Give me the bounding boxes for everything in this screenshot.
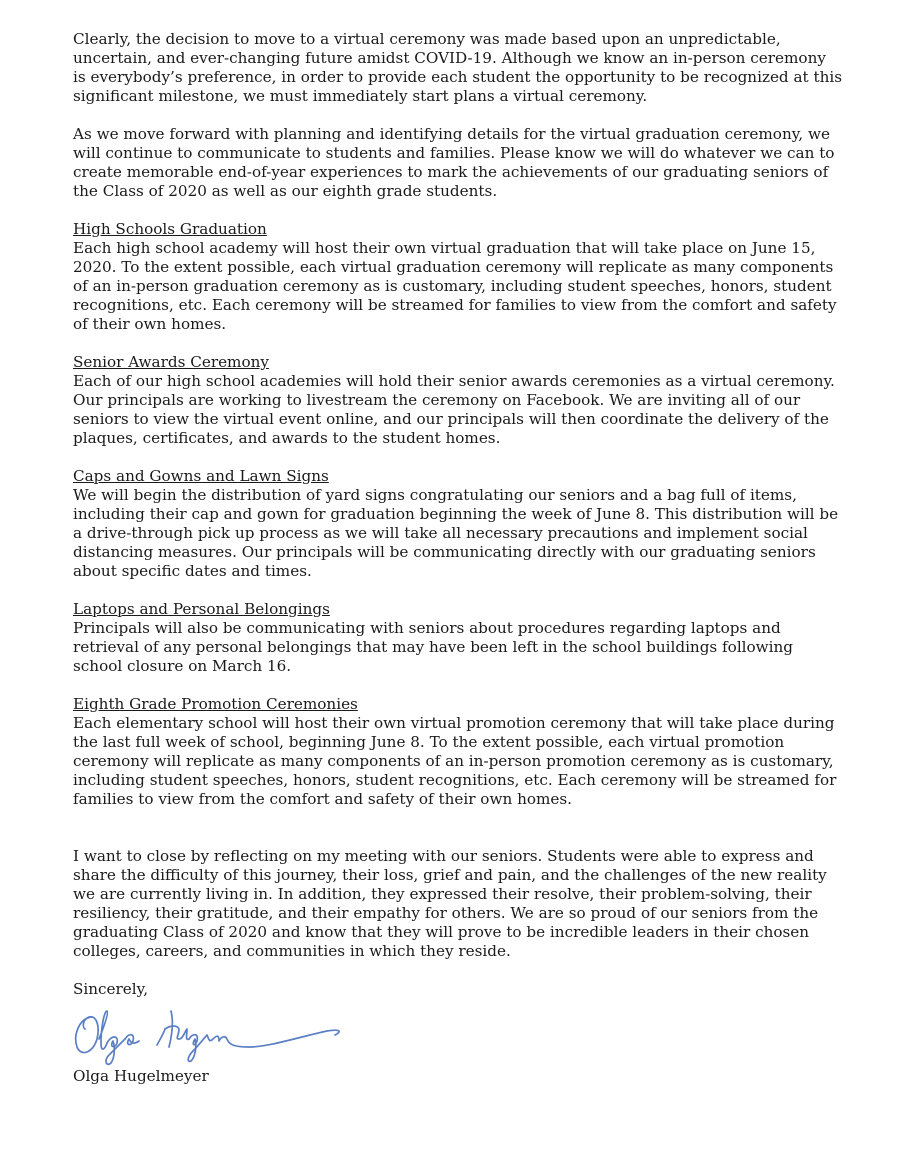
signature-icon — [69, 999, 349, 1067]
section-body: Each of our high school academies will hold their senior awards ceremonies as a virtual ceremony. Our principals are working to livestream the ceremony on Facebook. We are inviting all of our seniors to view the virtual event online, and our principals will then coordinate the delivery of the plaques, certificates, and awards to the student homes. — [73, 372, 835, 447]
section-body: Principals will also be communicating with seniors about procedures regarding laptops and retrieval of any personal belongings that may have been left in the school buildings following school closure on March 16. — [73, 619, 794, 675]
section-high-schools-graduation — [73, 220, 843, 334]
section-title: Senior Awards Ceremony — [73, 353, 269, 371]
letter-page — [73, 30, 843, 1086]
section-laptops-belongings — [73, 600, 843, 676]
intro-paragraph-2: As we move forward with planning and identifying details for the virtual graduation ceremony, we will continue to communicate to students and families. Please know we will do whatever we can to create memorable end-of-year experiences to mark the achievements of our graduating seniors of the Class of 2020 as well as our eighth grade students. — [73, 125, 835, 200]
section-eighth-grade-promotion — [73, 695, 843, 809]
section-body: We will begin the distribution of yard signs congratulating our seniors and a bag full of items, including their cap and gown for graduation beginning the week of June 8. This distribution will be a drive-through pick up process as we will take all necessary precautions and implement social distancing measures. Our principals will be communicating directly with our graduating seniors about specific dates and times. — [73, 486, 839, 580]
section-caps-gowns-lawn-signs — [73, 467, 843, 581]
section-title: Laptops and Personal Belongings — [73, 600, 330, 618]
intro-paragraph-1: Clearly, the decision to move to a virtual ceremony was made based upon an unpredictable, uncertain, and ever-changing future amidst COVID-19. Although we know an in-person ceremony is everybody’s preference, in order to provide each student the opportunity to be recognized at this significant milestone, we must immediately start plans a virtual ceremony. — [73, 30, 843, 105]
section-body: Each high school academy will host their own virtual graduation that will take place on June 15, 2020. To the extent possible, each virtual graduation ceremony will replicate as many components of an in-person graduation ceremony as is customary, including student speeches, honors, student recognitions, etc. Each ceremony will be streamed for families to view from the comfort and safety of their own homes. — [73, 239, 837, 333]
section-title: Eighth Grade Promotion Ceremonies — [73, 695, 358, 713]
section-title: Caps and Gowns and Lawn Signs — [73, 467, 329, 485]
closing-paragraph: I want to close by reflecting on my meeting with our seniors. Students were able to express and share the difficulty of this journey, their loss, grief and pain, and the challenges of the new reality we are currently living in. In addition, they expressed their resolve, their problem-solving, their resiliency, their gratitude, and their empathy for others. We are so proud of our seniors from the graduating Class of 2020 and know that they will prove to be incredible leaders in their chosen colleges, careers, and communities in which they reside. — [73, 847, 827, 960]
section-title: High Schools Graduation — [73, 220, 267, 238]
signer-name: Olga Hugelmeyer — [73, 1067, 209, 1085]
signoff: Sincerely, — [73, 980, 149, 998]
section-body: Each elementary school will host their own virtual promotion ceremony that will take place during the last full week of school, beginning June 8. To the extent possible, each virtual promotion ceremony will replicate as many components of an in-person promotion ceremony as is customary, including student speeches, honors, student recognitions, etc. Each ceremony will be streamed for families to view from the comfort and safety of their own homes. — [73, 714, 837, 808]
section-senior-awards-ceremony — [73, 353, 843, 448]
